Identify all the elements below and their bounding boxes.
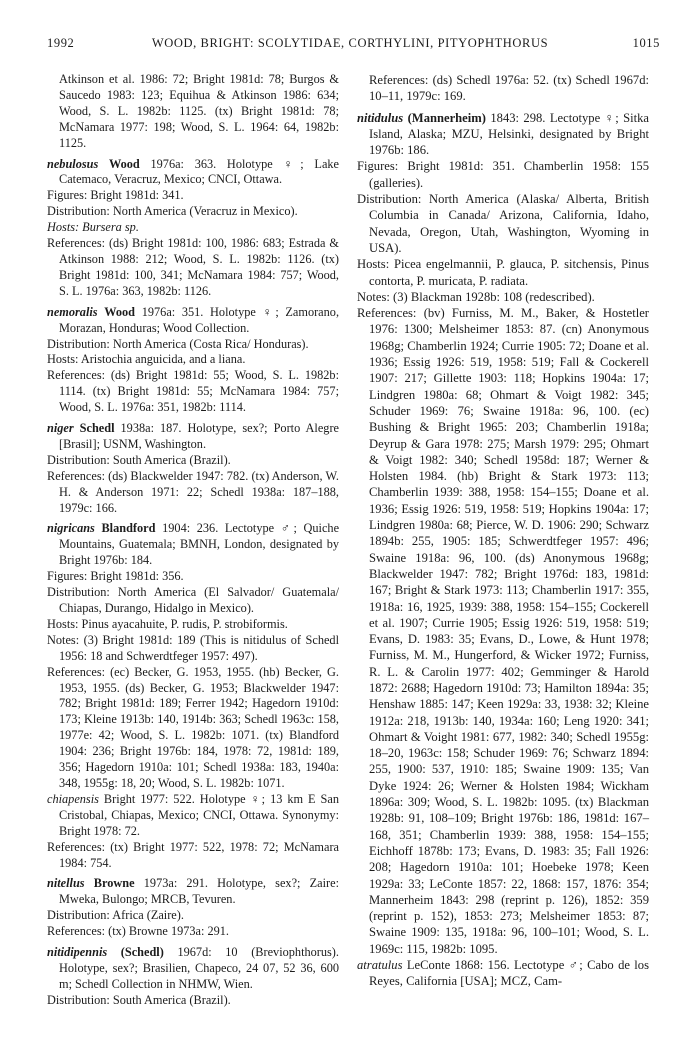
species-name: nitellus bbox=[47, 876, 85, 891]
species-author: Schedl bbox=[79, 421, 115, 436]
species-entry-niger bbox=[47, 421, 339, 516]
species-name: nitidulus bbox=[357, 110, 404, 125]
entry-line: 1967d: 10 (Breviophthorus). Holotype, sex?; Brasilien, Chapeco, 24 07, 52 36, 600 m; Schedl Collection in NHMW, Wien. bbox=[59, 945, 339, 991]
entry-line: Figures: Bright 1981d: 351. Chamberlin 1958: 155 (galleries). bbox=[357, 159, 649, 190]
entry-line: Distribution: North America (Alaska/ Alberta, British Columbia in Canada/ Arizona, California, Idaho, Nevada, Oregon, Utah, Washington, Wyoming in USA). bbox=[357, 192, 649, 255]
species-author: (Schedl) bbox=[120, 945, 164, 960]
synonym-entry-atratulus bbox=[357, 957, 649, 990]
species-name: nemoralis bbox=[47, 304, 98, 319]
species-author: Browne bbox=[93, 876, 135, 891]
entry-line: References: (ds) Bright 1981d: 100, 1986: 683; Estrada & Atkinson 1988: 212; Wood, S. L. 1982b: 1126. (tx) Bright 1981d: 100, 341; McNamara 1984: 757; Wood, S. L. 1976a: 363, 1982b: 1126. bbox=[47, 236, 339, 298]
entry-line: Distribution: North America (El Salvador/ Guatemala/ Chiapas, Durango, Hidalgo in Mexico). bbox=[47, 585, 339, 615]
entry-line: References: (tx) Bright 1977: 522, 1978: 72; McNamara 1984: 754. bbox=[47, 839, 339, 870]
header-title: WOOD, BRIGHT: SCOLYTIDAE, CORTHYLINI, PITYOPHTHORUS bbox=[151, 36, 549, 50]
species-author: Blandford bbox=[101, 521, 156, 536]
species-author: Wood bbox=[104, 304, 136, 319]
entry-line: Distribution: North America (Veracruz in Mexico). bbox=[47, 204, 298, 219]
entry-line: 1843: 298. Lectotype ♀; Sitka Island, Alaska; MZU, Helsinki, designated by Bright 1976b: 186. bbox=[369, 110, 649, 158]
entry-line: References: (bv) Furniss, M. M., Baker, & Hostetler 1976: 1300; Melsheimer 1853: 87. (cn) Anonymous 1968g; Chamberlin 1924; Currie 1905: 72; Doane et al. 1936; Essig 1926: 519, 1958: 519; Fall & Cockerell 1907: 217; Gillette 1903: 118; Hopkins 1904a: 17; Lindgren 1980a: 68; Ohmart & Voigt 1982: 345; Schuder 1969: 76; Swaine 1918a: 96, 100. (ec) Bushing & Bright 1965: 203; Chamberlin 1918a; Deyrup & Gara 1978: 275; Marsh 1979: 295; Ohmart & Voigt 1982: 340; Schedl 1958d: 187; Werner & Holsten 1984. (hb) Bright & Stark 1973: 113; Chamberlin 1939: 388, 1958: 154–155; Doane et al. 1936; Essig 1926: 519, 1958: 519; Hopkins 1904a: 17; Lindgren 1980a: 68; Pierce, W. D. 1906: 290; Schwarz 1894b: 255, 1905: 185; Schwerdtfeger 1957: 496; Swaine 1918a: 96, 100. (ds) Anonymous 1968g; Blackwelder 1947: 782; Bright 1976d: 183, 1981d: 167; Bright & Stark 1973: 113; Chamberlin 1917: 355, 1918a: 16, 1925, 1939: 388, 1958: 154–155; Cockerell et al. 1907; Currie 1905; Essig 1926: 519, 1958: 519; Evans, D. 1983: 35; Evans, D., Lowe, & Hunt 1978; Furniss, M. M., Hungerford, & Wicker 1972; Furniss, R. L. & Carolin 1977: 402; Gemminger & Harold 1872: 2688; Hagedorn 1910d: 73; Hamilton 1894a: 35; Henshaw 1885: 147; Keen 1929a: 33, 1938: 32; Kleine 1912a: 218, 1913b: 140, 1934a: 160; Leng 1920: 341; Ohmart & Voight 1981: 677, 1982: 340; Schedl 1955g: 18–20, 1963c: 158; Schuder 1969: 76; Schwarz 1894: 255, 1900: 537, 1910: 185; Swaine 1909: 135; Van Dyke 1924: 26; Werner & Holsten 1984; Wickham 1896a: 309; Wood, S. L. 1982b: 1095. (tx) Blackman 1928b: 91, 108–109; Bright 1976b: 186, 1981d: 167–168, 351; Chamberlin 1939: 388, 1958: 154–155; Eichhoff 1878b: 173; Evans, D. 1983: 35; Fall 1926: 208; Hagedorn 1910a: 101; Hoebeke 1978; Keen 1929a: 33; LeConte 1857: 22, 1868: 157, 1876: 354; Mannerheim 1843: 298 (reprint p. 126), 1852: 359 (reprint p. 152), 1853: 273; Melsheimer 1853: 87; Swaine 1909: 135, 1918a: 96, 100–101; Wood, S. L. 1969c: 115, 1982b: 1095. bbox=[357, 306, 649, 956]
species-author: Wood bbox=[109, 156, 140, 171]
species-entry-nitidipennis bbox=[47, 945, 339, 1009]
entry-line: Figures: Bright 1981d: 341. bbox=[47, 188, 184, 203]
continued-entry bbox=[357, 72, 649, 105]
species-entry-nemoralis bbox=[47, 305, 339, 416]
entry-line: Notes: (3) Blackman 1928b: 108 (redescribed). bbox=[357, 289, 595, 304]
entry-line: Hosts: Aristochia anguicida, and a liana. bbox=[47, 352, 246, 367]
entry-line: 1976a: 351. Holotype ♀; Zamorano, Morazan, Honduras; Wood Collection. bbox=[59, 304, 340, 335]
entry-line: LeConte 1868: 156. Lectotype ♂; Cabo de los Reyes, California [USA]; MCZ, Cam- bbox=[369, 958, 649, 989]
entry-line: Hosts: Bursera sp. bbox=[47, 220, 139, 235]
entry-line: References: (ec) Becker, G. 1953, 1955. (hb) Becker, G. 1953, 1955. (ds) Becker, G. 1953; Blackwelder 1947: 782; Bright 1981d: 189; Ferrer 1942; Hagedorn 1910d: 173; Kleine 1913b: 140, 1914b: 363; Schedl 1963c: 158, 1977e: 42; Wood, S. L. 1982b: 1071. (tx) Blandford 1904: 236; Bright 1976b: 184, 1978: 72, 1981d: 189, 356; Hagedorn 1910a: 101; Schedl 1938a: 183, 1940a: 348, 1955g: 18, 20; Wood, S. L. 1982b: 1071. bbox=[47, 664, 339, 790]
entry-line: Bright 1977: 522. Holotype ♀; 13 km E San Cristobal, Chiapas, Mexico; CNCI, Ottawa. Synonymy: Bright 1978: 72. bbox=[59, 791, 339, 838]
continued-entry bbox=[47, 72, 339, 152]
entry-line: References: (ds) Blackwelder 1947: 782. (tx) Anderson, W. H. & Anderson 1971: 22; Schedl 1938a: 187–188, 1979c: 166. bbox=[47, 468, 339, 515]
entry-text: Atkinson et al. 1986: 72; Bright 1981d: 78; Burgos & Saucedo 1983: 123; Equihua & Atkinson 1986: 634; Wood, S. L. 1982b: 1125. (tx) Bright 1981d: 78; McNamara 1977: 198; Wood, S. L. 1964: 64, 1982b: 1125. bbox=[59, 72, 339, 150]
entry-line: 1938a: 187. Holotype, sex?; Porto Alegre [Brasil]; USNM, Washington. bbox=[59, 421, 340, 451]
running-header bbox=[0, 36, 700, 56]
species-entry-nitellus bbox=[47, 876, 339, 940]
species-name: nebulosus bbox=[47, 156, 99, 171]
species-name: nitidipennis bbox=[47, 945, 108, 960]
entry-line: Hosts: Picea engelmannii, P. glauca, P. sitchensis, Pinus contorta, P. muricata, P. radiata. bbox=[357, 257, 649, 288]
entry-line: References: (tx) Browne 1973a: 291. bbox=[47, 924, 230, 939]
entry-line: Distribution: North America (Costa Rica/ Honduras). bbox=[47, 336, 309, 351]
entry-line: 1904: 236. Lectotype ♂; Quiche Mountains, Guatemala; BMNH, London, designated by Bright 1976b: 184. bbox=[59, 521, 340, 568]
entry-line: Distribution: Africa (Zaire). bbox=[47, 908, 184, 923]
species-name: nigricans bbox=[47, 521, 95, 536]
species-name: niger bbox=[47, 421, 74, 436]
species-entry-nitidulus bbox=[357, 110, 649, 990]
synonym-name: atratulus bbox=[357, 958, 403, 973]
entry-line: Hosts: Pinus ayacahuite, P. rudis, P. strobiformis. bbox=[47, 616, 288, 631]
header-year: 1992 bbox=[47, 36, 75, 50]
entry-line: 1973a: 291. Holotype, sex?; Zaire: Mweka, Bulongo; MRCB, Tevuren. bbox=[59, 876, 340, 907]
entry-line: Notes: (3) Bright 1981d: 189 (This is nitidulus of Schedl 1956: 18 and Schwerdtfeger 1957: 497). bbox=[47, 632, 339, 663]
right-column bbox=[357, 72, 649, 995]
species-entry-nebulosus bbox=[47, 157, 339, 300]
entry-text: References: (ds) Schedl 1976a: 52. (tx) Schedl 1967d: 10–11, 1979c: 169. bbox=[369, 73, 649, 104]
synonym-name: chiapensis bbox=[47, 791, 99, 806]
entry-line: Distribution: South America (Brazil). bbox=[47, 452, 231, 467]
entry-line: 1976a: 363. Holotype ♀; Lake Catemaco, Veracruz, Mexico; CNCI, Ottawa. bbox=[59, 156, 340, 187]
species-entry-nigricans bbox=[47, 521, 339, 871]
entry-line: Figures: Bright 1981d: 356. bbox=[47, 569, 184, 584]
left-column bbox=[47, 72, 339, 1014]
header-page-number: 1015 bbox=[632, 36, 660, 50]
entry-line: Distribution: South America (Brazil). bbox=[47, 992, 231, 1007]
entry-line: References: (ds) Bright 1981d: 55; Wood, S. L. 1982b: 1114. (tx) Bright 1981d: 55; McNamara 1984: 757; Wood, S. L. 1976a: 351, 1982b: 1114. bbox=[47, 368, 339, 415]
species-author: (Mannerheim) bbox=[407, 110, 486, 125]
synonym-entry-chiapensis bbox=[47, 791, 339, 872]
